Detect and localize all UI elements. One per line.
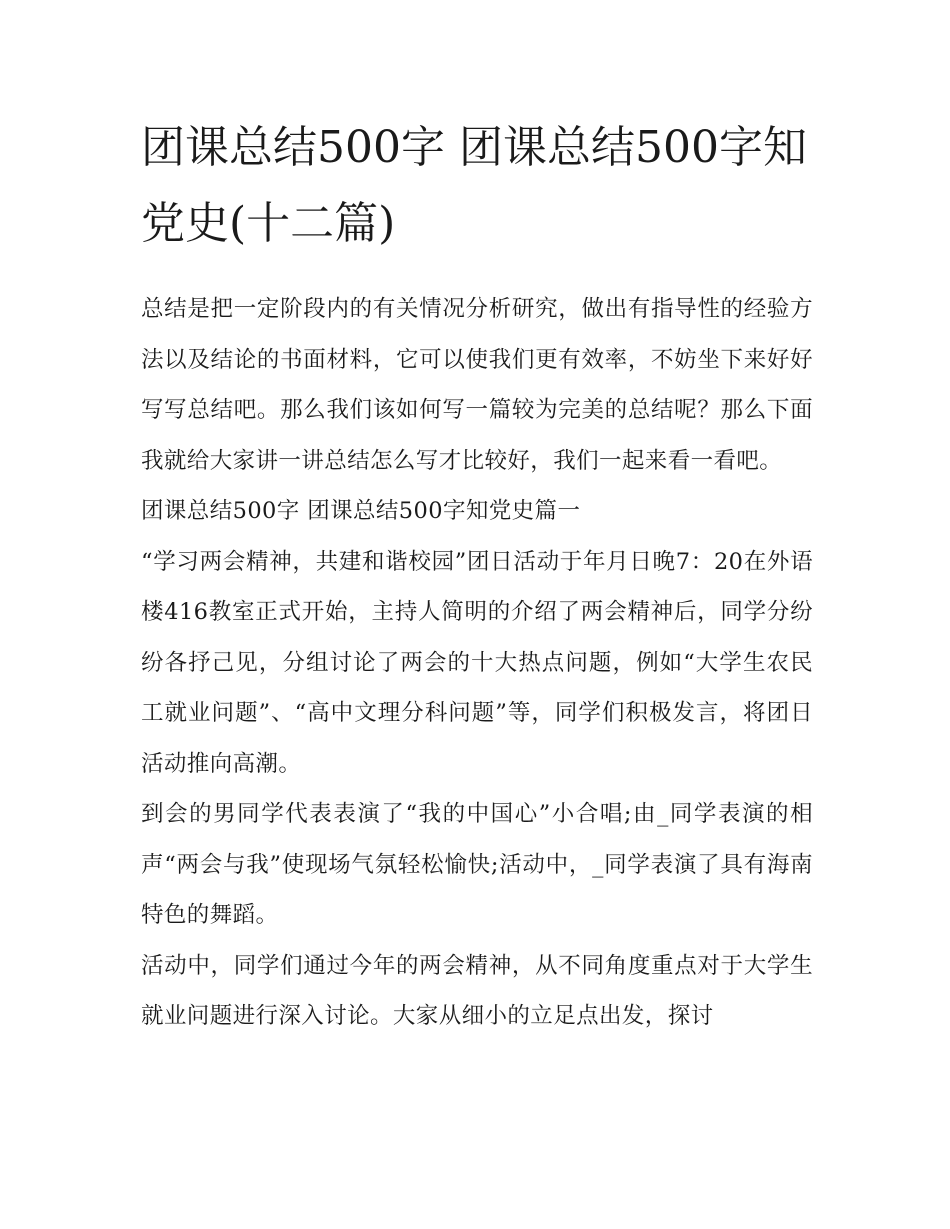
- section-heading: 团课总结500字 团课总结500字知党史篇一: [141, 498, 581, 524]
- document-content: [141, 110, 813, 1042]
- document-title: 团课总结500字 团课总结500字知党史(十二篇): [141, 122, 807, 249]
- intro-paragraph: 总结是把一定阶段内的有关情况分析研究，做出有指导性的经验方法以及结论的书面材料，它可以使我们更有效率，不妨坐下来好好写写总结吧。那么我们该如何写一篇较为完美的总结呢？那么下面我就给大家讲一讲总结怎么写才比较好，我们一起来看一看吧。: [141, 296, 813, 474]
- document-body: [141, 284, 813, 1042]
- body-paragraph: “学习两会精神，共建和谐校园”团日活动于年月日晚7：20在外语楼416教室正式开始，主持人简明的介绍了两会精神后，同学分纷纷各抒己见，分组讨论了两会的十大热点问题，例如“大学生农民工就业问题”、“高中文理分科问题”等，同学们积极发言，将团日活动推向高潮。: [141, 548, 813, 777]
- body-paragraph: 活动中，同学们通过今年的两会精神，从不同角度重点对于大学生就业问题进行深入讨论。大家从细小的立足点出发，探讨: [141, 952, 813, 1029]
- body-paragraph: 到会的男同学代表表演了“我的中国心”小合唱;由_同学表演的相声“两会与我”使现场气氛轻松愉快;活动中，_同学表演了具有海南特色的舞蹈。: [141, 801, 813, 928]
